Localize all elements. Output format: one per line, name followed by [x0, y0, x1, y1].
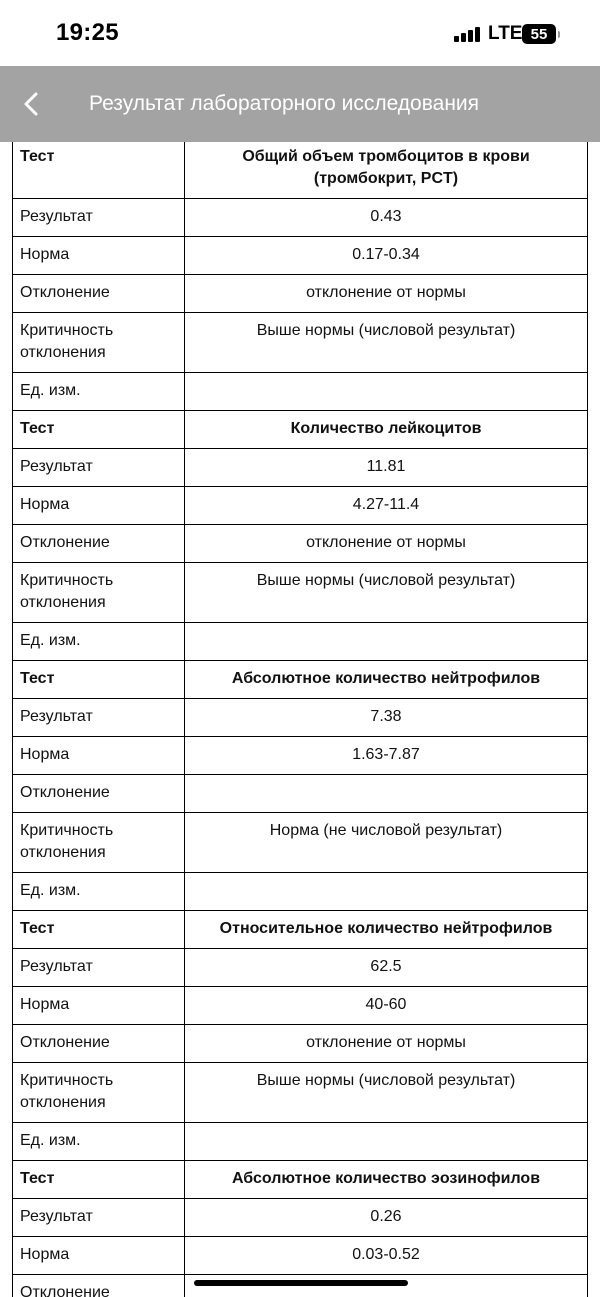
test-name: Относительное количество нейтрофилов	[185, 911, 588, 949]
result-label: Результат	[13, 699, 185, 737]
nav-bar	[0, 66, 600, 142]
criticality-label: Критичность отклонения	[13, 313, 185, 373]
test-label: Тест	[13, 142, 185, 199]
table-row-test	[13, 661, 588, 699]
table-row-result	[13, 1199, 588, 1237]
criticality-label: Критичность отклонения	[13, 1063, 185, 1123]
unit-label: Ед. изм.	[13, 373, 185, 411]
table-row-deviation	[13, 1025, 588, 1063]
unit-label: Ед. изм.	[13, 873, 185, 911]
deviation-label: Отклонение	[13, 525, 185, 563]
result-value: 0.26	[185, 1199, 588, 1237]
table-row-norm	[13, 487, 588, 525]
test-label: Тест	[13, 661, 185, 699]
criticality-label: Критичность отклонения	[13, 813, 185, 873]
back-button[interactable]	[14, 86, 48, 122]
deviation-label: Отклонение	[13, 275, 185, 313]
test-label: Тест	[13, 1161, 185, 1199]
deviation-value: отклонение от нормы	[185, 525, 588, 563]
home-indicator[interactable]	[194, 1280, 408, 1286]
test-name: Количество лейкоцитов	[185, 411, 588, 449]
norm-label: Норма	[13, 237, 185, 275]
table-row-unit	[13, 373, 588, 411]
result-label: Результат	[13, 199, 185, 237]
status-bar	[0, 0, 600, 66]
table-row-deviation	[13, 275, 588, 313]
test-label: Тест	[13, 411, 185, 449]
result-value: 0.43	[185, 199, 588, 237]
table-row-test	[13, 1161, 588, 1199]
norm-value: 40-60	[185, 987, 588, 1025]
unit-value	[185, 1123, 588, 1161]
table-row-criticality	[13, 1063, 588, 1123]
result-label: Результат	[13, 1199, 185, 1237]
deviation-label: Отклонение	[13, 1025, 185, 1063]
test-label: Тест	[13, 911, 185, 949]
unit-label: Ед. изм.	[13, 1123, 185, 1161]
table-row-unit	[13, 1123, 588, 1161]
result-label: Результат	[13, 449, 185, 487]
results-table	[12, 142, 588, 1297]
test-name: Абсолютное количество эозинофилов	[185, 1161, 588, 1199]
deviation-value	[185, 775, 588, 813]
table-row-norm	[13, 237, 588, 275]
result-value: 11.81	[185, 449, 588, 487]
deviation-value: отклонение от нормы	[185, 275, 588, 313]
table-row-norm	[13, 1237, 588, 1275]
table-row-result	[13, 449, 588, 487]
test-name: Общий объем тромбоцитов в крови (тромбокрит, PCT)	[185, 142, 588, 199]
network-type: LTE	[488, 23, 523, 44]
norm-value: 4.27-11.4	[185, 487, 588, 525]
result-value: 62.5	[185, 949, 588, 987]
table-row-result	[13, 199, 588, 237]
norm-value: 1.63-7.87	[185, 737, 588, 775]
table-row-test	[13, 142, 588, 199]
norm-label: Норма	[13, 487, 185, 525]
signal-icon	[454, 26, 480, 42]
unit-value	[185, 373, 588, 411]
table-row-norm	[13, 987, 588, 1025]
status-time: 19:25	[56, 19, 119, 46]
deviation-value: отклонение от нормы	[185, 1025, 588, 1063]
norm-value: 0.17-0.34	[185, 237, 588, 275]
criticality-label: Критичность отклонения	[13, 563, 185, 623]
chevron-left-icon	[14, 86, 48, 122]
criticality-value: Выше нормы (числовой результат)	[185, 1063, 588, 1123]
table-row-norm	[13, 737, 588, 775]
table-row-criticality	[13, 563, 588, 623]
table-row-deviation	[13, 775, 588, 813]
norm-label: Норма	[13, 987, 185, 1025]
norm-label: Норма	[13, 1237, 185, 1275]
table-row-test	[13, 911, 588, 949]
table-row-unit	[13, 623, 588, 661]
page-title: Результат лабораторного исследования	[89, 92, 480, 115]
unit-value	[185, 623, 588, 661]
unit-value	[185, 873, 588, 911]
deviation-label: Отклонение	[13, 775, 185, 813]
test-name: Абсолютное количество нейтрофилов	[185, 661, 588, 699]
table-row-unit	[13, 873, 588, 911]
unit-label: Ед. изм.	[13, 623, 185, 661]
result-label: Результат	[13, 949, 185, 987]
norm-label: Норма	[13, 737, 185, 775]
result-value: 7.38	[185, 699, 588, 737]
table-row-deviation	[13, 525, 588, 563]
table-row-criticality	[13, 313, 588, 373]
table-row-result	[13, 949, 588, 987]
criticality-value: Выше нормы (числовой результат)	[185, 313, 588, 373]
table-row-criticality	[13, 813, 588, 873]
battery-icon: 55	[522, 24, 556, 44]
criticality-value: Выше нормы (числовой результат)	[185, 563, 588, 623]
table-row-test	[13, 411, 588, 449]
norm-value: 0.03-0.52	[185, 1237, 588, 1275]
table-row-result	[13, 699, 588, 737]
criticality-value: Норма (не числовой результат)	[185, 813, 588, 873]
deviation-label: Отклонение	[13, 1275, 185, 1297]
results-scroll-area[interactable]	[0, 142, 600, 1297]
